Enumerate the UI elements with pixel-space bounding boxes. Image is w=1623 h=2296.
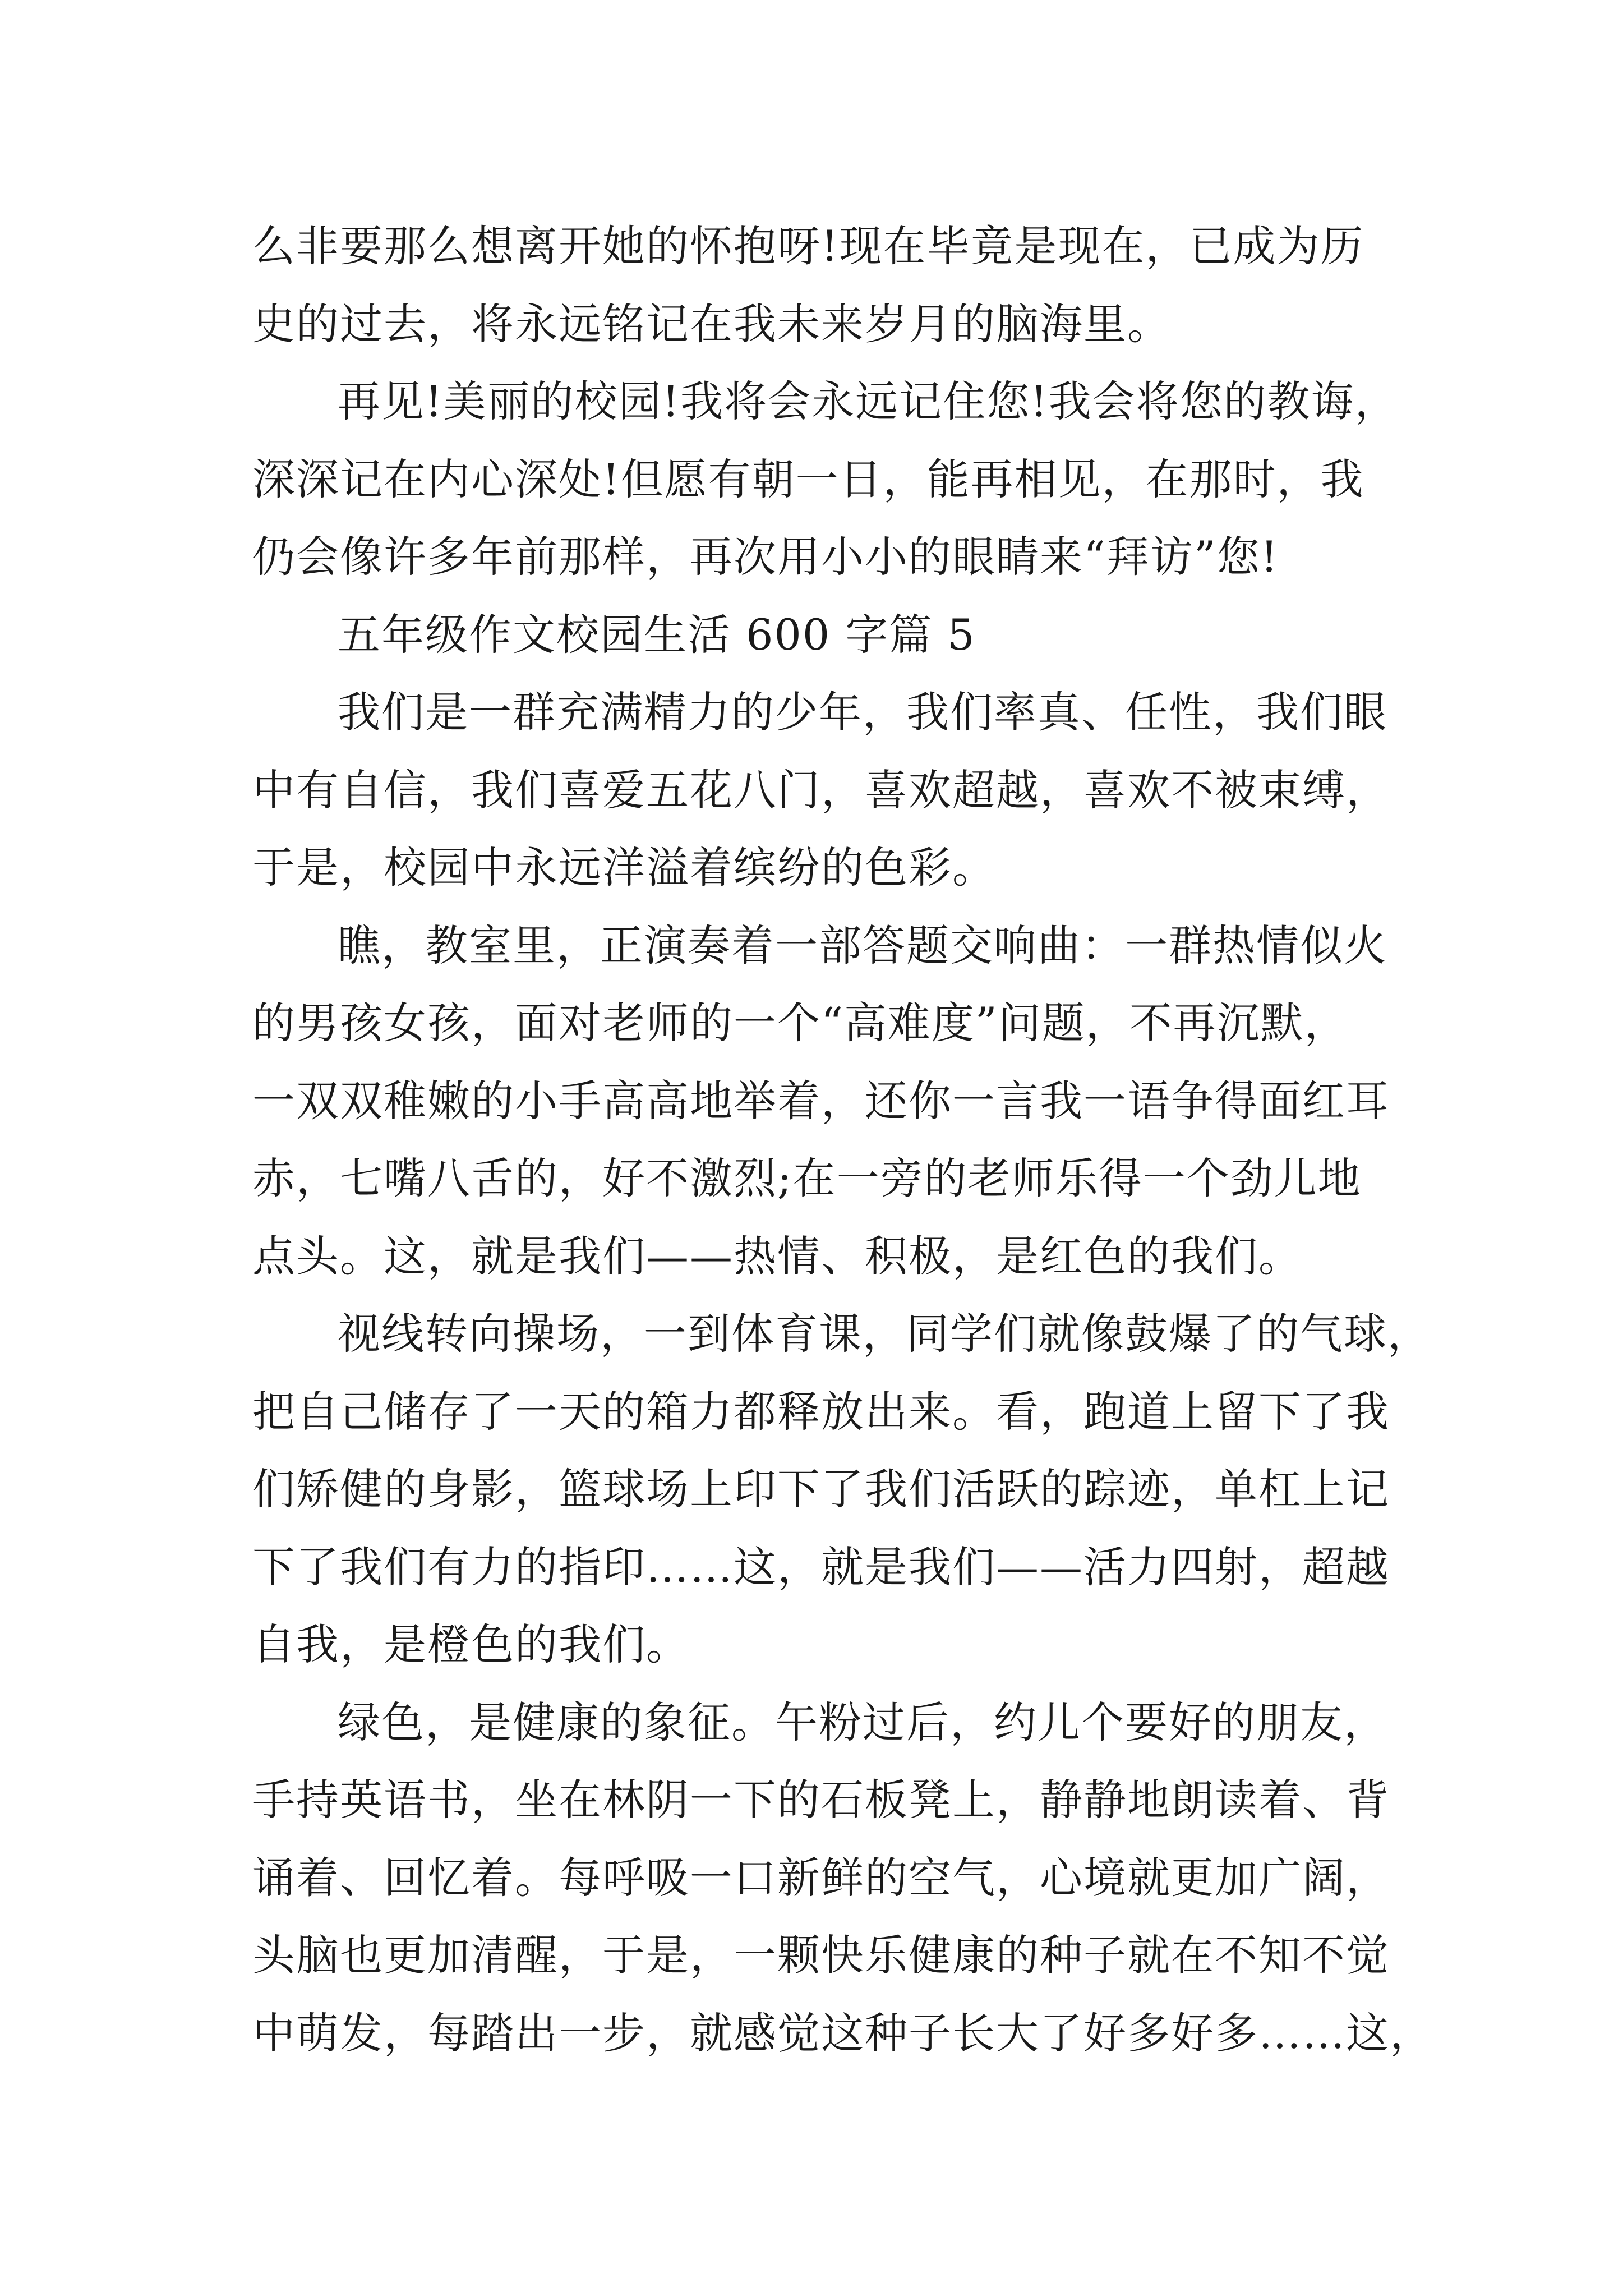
text-line: 一双双稚嫩的小手高高地举着，还你一言我一语争得面红耳 [252, 1075, 1390, 1126]
text-line: 自我，是橙色的我们。 [252, 1619, 690, 1669]
text-line: 于是，校园中永远洋溢着缤纷的色彩。 [252, 843, 996, 892]
text-line: 史的过去，将永远铭记在我未来岁月的脑海里。 [252, 298, 1171, 349]
text-line: 中萌发，每踏出一步，就感觉这种子长大了好多好多……这， [252, 2008, 1433, 2058]
text-line: 中有自信，我们喜爱五花八门，喜欢超越，喜欢不被束缚， [252, 765, 1390, 815]
text-line: 们矫健的身影，篮球场上印下了我们活跃的踪迹，单杠上记 [252, 1464, 1390, 1514]
text-line: 头脑也更加清醒，于是，一颗快乐健康的种子就在不知不觉 [252, 1930, 1390, 1980]
text-line: 么非要那么想离开她的怀抱呀!现在毕竟是现在，已成为历 [252, 221, 1364, 271]
text-line: 视线转向操场，一到体育课，同学们就像鼓爆了的气球， [338, 1309, 1431, 1359]
text-line: 再见!美丽的校园!我将会永远记住您!我会将您的教诲， [338, 376, 1399, 426]
text-line: 点头。这，就是我们——热情、积极，是红色的我们。 [252, 1231, 1302, 1281]
text-line: 瞧，教室里，正演奏着一部答题交响曲：一群热情似火 [338, 920, 1387, 970]
text-line: 绿色，是健康的象征。午粉过后，约儿个要好的朋友， [338, 1697, 1387, 1747]
section-heading: 五年级作文校园生活 600 字篇 5 [338, 609, 976, 660]
document-body [252, 208, 1433, 2072]
text-line: 的男孩女孩，面对老师的一个“高难度”问题，不再沉默， [252, 998, 1348, 1048]
text-line: 下了我们有力的指印……这，就是我们——活力四射，超越 [252, 1542, 1390, 1592]
text-line: 赤，七嘴八舌的，好不激烈;在一旁的老师乐得一个劲儿地 [252, 1153, 1362, 1203]
text-line: 我们是一群充满精力的少年，我们率真、任性，我们眼 [338, 687, 1387, 737]
text-line: 手持英语书，坐在林阴一下的石板凳上，静静地朗读着、背 [252, 1775, 1390, 1825]
text-line: 诵着、回忆着。每呼吸一口新鲜的空气，心境就更加广阔， [252, 1852, 1390, 1903]
text-line: 仍会像许多年前那样，再次用小小的眼睛来“拜访”您! [252, 532, 1279, 582]
text-line: 把自己储存了一天的箱力都释放出来。看，跑道上留下了我 [252, 1386, 1390, 1437]
text-line: 深深记在内心深处!但愿有朝一日，能再相见，在那时，我 [252, 454, 1364, 504]
